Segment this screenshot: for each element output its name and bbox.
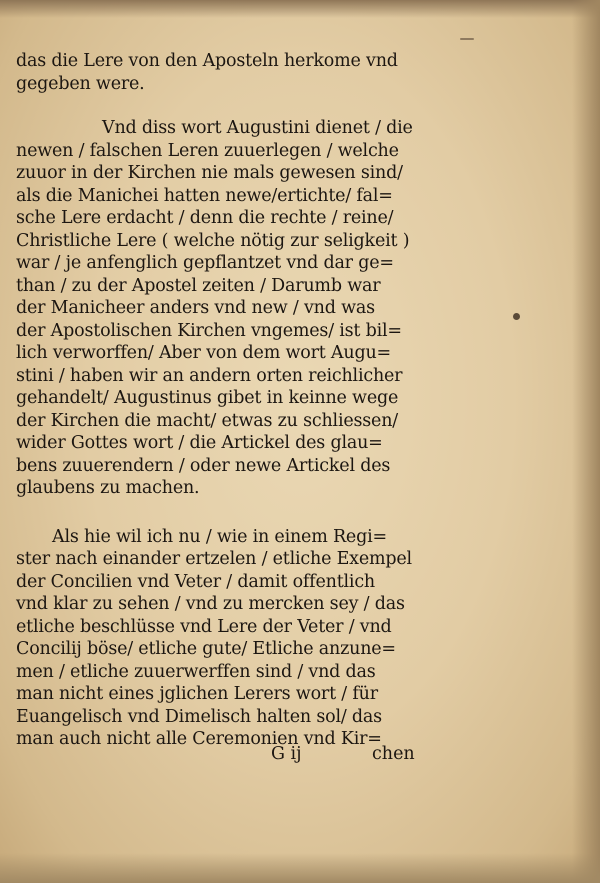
text-line: wider Gottes wort / die Artickel des glau= [16,433,383,453]
text-line: Concilij böse/ etliche gute/ Etliche anzune= [16,639,396,659]
text-line: stini / haben wir an andern orten reichlicher [16,365,403,386]
text-line: Als hie wil ich nu / wie in einem Regi= [52,526,387,547]
text-line: etliche beschlüsse vnd Lere der Veter / vnd [16,616,392,637]
ink-mark [460,38,474,40]
text-line: bens zuuerendern / oder newe Artickel des [16,455,391,476]
paragraph-gap [16,95,436,117]
text-line: man nicht eines jglichen Lerers wort / für [16,684,378,704]
text-line: gegeben were. [16,73,145,94]
paragraph-3 [16,526,436,751]
text-line: glaubens zu machen. [16,478,200,498]
text-line: als die Manichei hatten newe/ertichte/ fal= [16,185,393,206]
text-line: der Kirchen die macht/ etwas zu schliessen/ [16,410,398,431]
text-line: das die Lere von den Aposteln herkome vnd [16,51,398,71]
text-line: than / zu der Apostel zeiten / Darumb war [16,275,381,296]
text-line: ster nach einander ertzelen / etliche Exempel [16,549,412,569]
page-edge-shadow-bottom [0,853,600,883]
text-line: gehandelt/ Augustinus gibet in keinne wege [16,388,399,408]
ink-spot [513,313,520,320]
text-line: zuuor in der Kirchen nie mals gewesen sind/ [16,163,403,183]
text-line: war / je anfenglich gepflantzet vnd dar ge= [16,253,394,273]
text-line: Christliche Lere ( welche nötig zur seligkeit ) [16,230,410,251]
page-edge-shadow-right [572,0,600,883]
text-line: sche Lere erdacht / denn die rechte / reine/ [16,208,394,228]
text-line: der Apostolischen Kirchen vngemes/ ist bil= [16,320,402,341]
text-line: Vnd diss wort Augustini dienet / die [102,118,413,138]
text-line: men / etliche zuuerwerffen sind / vnd das [16,661,376,682]
paragraph-gap [16,500,436,526]
text-line: lich verworffen/ Aber von dem wort Augu= [16,343,391,363]
body-text [16,50,436,751]
text-line: vnd klar zu sehen / vnd zu mercken sey / das [16,594,405,614]
signature-mark: G ij [271,744,302,764]
text-line: Euangelisch vnd Dimelisch halten sol/ das [16,706,382,727]
text-line: der Manicheer anders vnd new / vnd was [16,298,375,318]
text-line: newen / falschen Leren zuuerlegen / welche [16,140,399,161]
text-line: der Concilien vnd Veter / damit offentlich [16,571,375,592]
catchword: chen [372,744,415,764]
page-edge-shadow-top [0,0,600,18]
text-line: man auch nicht alle Ceremonien vnd Kir= [16,729,382,749]
paragraph-2 [16,117,436,500]
paragraph-1 [16,50,436,95]
